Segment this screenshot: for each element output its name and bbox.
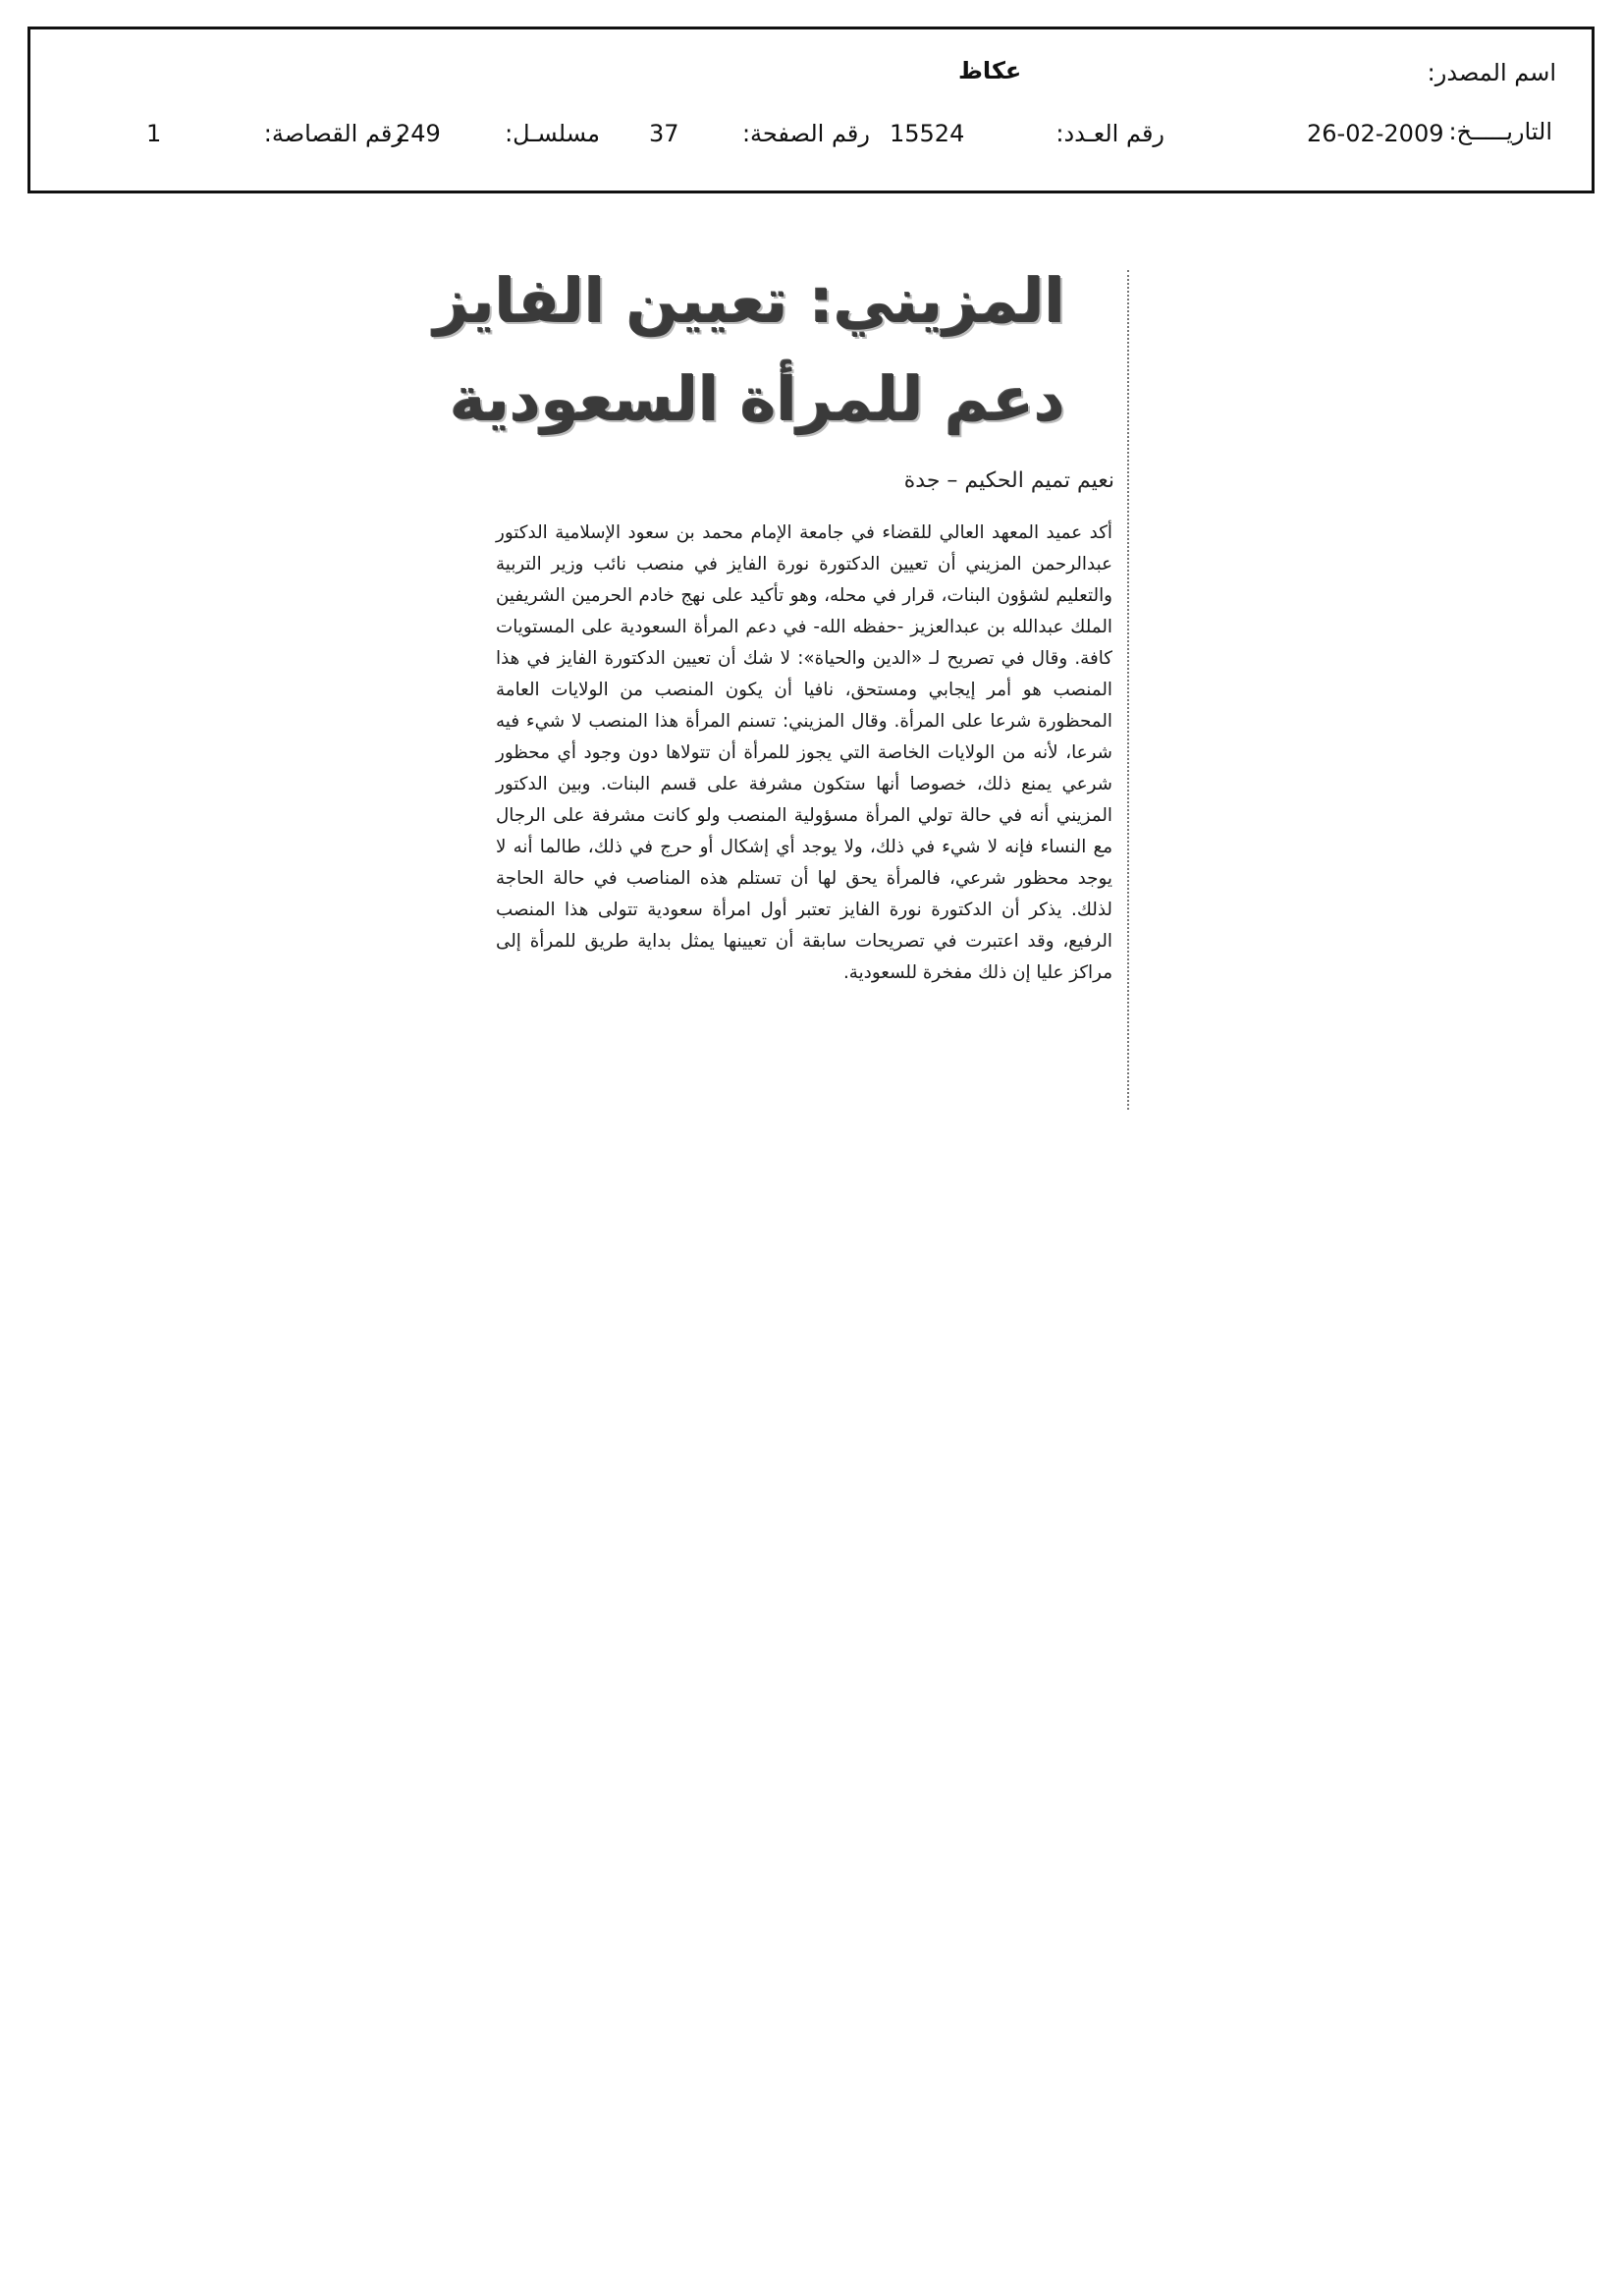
clip-label: رقم القصاصة: bbox=[263, 120, 404, 147]
page-value: 37 bbox=[649, 120, 679, 147]
date-value: 26-02-2009 bbox=[1307, 120, 1444, 147]
headline-line-2: دعم للمرأة السعودية bbox=[450, 363, 1065, 435]
article-margin-rule bbox=[1127, 270, 1129, 1110]
date-label: التاريـــــخ: bbox=[1448, 118, 1552, 145]
byline: نعيم تميم الحكيم – جدة bbox=[903, 468, 1114, 493]
serial-value: 249 bbox=[396, 120, 441, 147]
source-label: اسم المصدر: bbox=[1427, 59, 1556, 86]
clipping-header bbox=[27, 27, 1595, 193]
page-label: رقم الصفحة: bbox=[741, 120, 870, 147]
article-body: أكد عميد المعهد العالي للقضاء في جامعة الإمام محمد بن سعود الإسلامية الدكتور عبدالرحمن المزيني أن تعيين الدكتورة نورة الفايز في منصب نائب وزير التربية والتعليم لشؤون البنات، قرار في محله، وهو تأكيد على نهج خادم الحرمين الشريفين الملك عبدالله بن عبدالعزيز -حفظه الله- في دعم المرأة السعودية على المستويات كافة. وقال في تصريح لـ «الدين والحياة»: لا شك أن تعيين الدكتورة الفايز في هذا المنصب هو أمر إيجابي ومستحق، نافيا أن يكون المنصب من الولايات العامة المحظورة شرعا على المرأة. وقال المزيني: تسنم المرأة هذا المنصب لا شيء فيه شرعا، لأنه من الولايات الخاصة التي يجوز للمرأة أن تتولاها دون وجود أي محظور شرعي يمنع ذلك، خصوصا أنها ستكون مشرفة على قسم البنات. وبين الدكتور المزيني أنه في حالة تولي المرأة مسؤولية المنصب ولو كانت مشرفة على الرجال مع النساء فإنه لا شيء في ذلك، ولا يوجد أي إشكال أو حرج في ذلك، طالما أنه لا يوجد محظور شرعي، فالمرأة يحق لها أن تستلم هذه المناصب في حالة الحاجة لذلك. يذكر أن الدكتورة نورة الفايز تعتبر أول امرأة سعودية تتولى هذا المنصب الرفيع، وقد اعتبرت في تصريحات سابقة أن تعيينها يمثل بداية طريق للمرأة إلى مراكز عليا إن ذلك مفخرة للسعودية. bbox=[496, 522, 1112, 983]
news-article bbox=[434, 260, 1124, 1110]
headline-line-1: المزيني: تعيين الفايز bbox=[434, 265, 1065, 337]
clip-value: 1 bbox=[146, 120, 162, 147]
issue-value: 15524 bbox=[890, 120, 965, 147]
source-value: عكاظ bbox=[958, 57, 1022, 84]
serial-label: مسلسـل: bbox=[505, 120, 600, 147]
issue-label: رقم العـدد: bbox=[1055, 120, 1164, 147]
